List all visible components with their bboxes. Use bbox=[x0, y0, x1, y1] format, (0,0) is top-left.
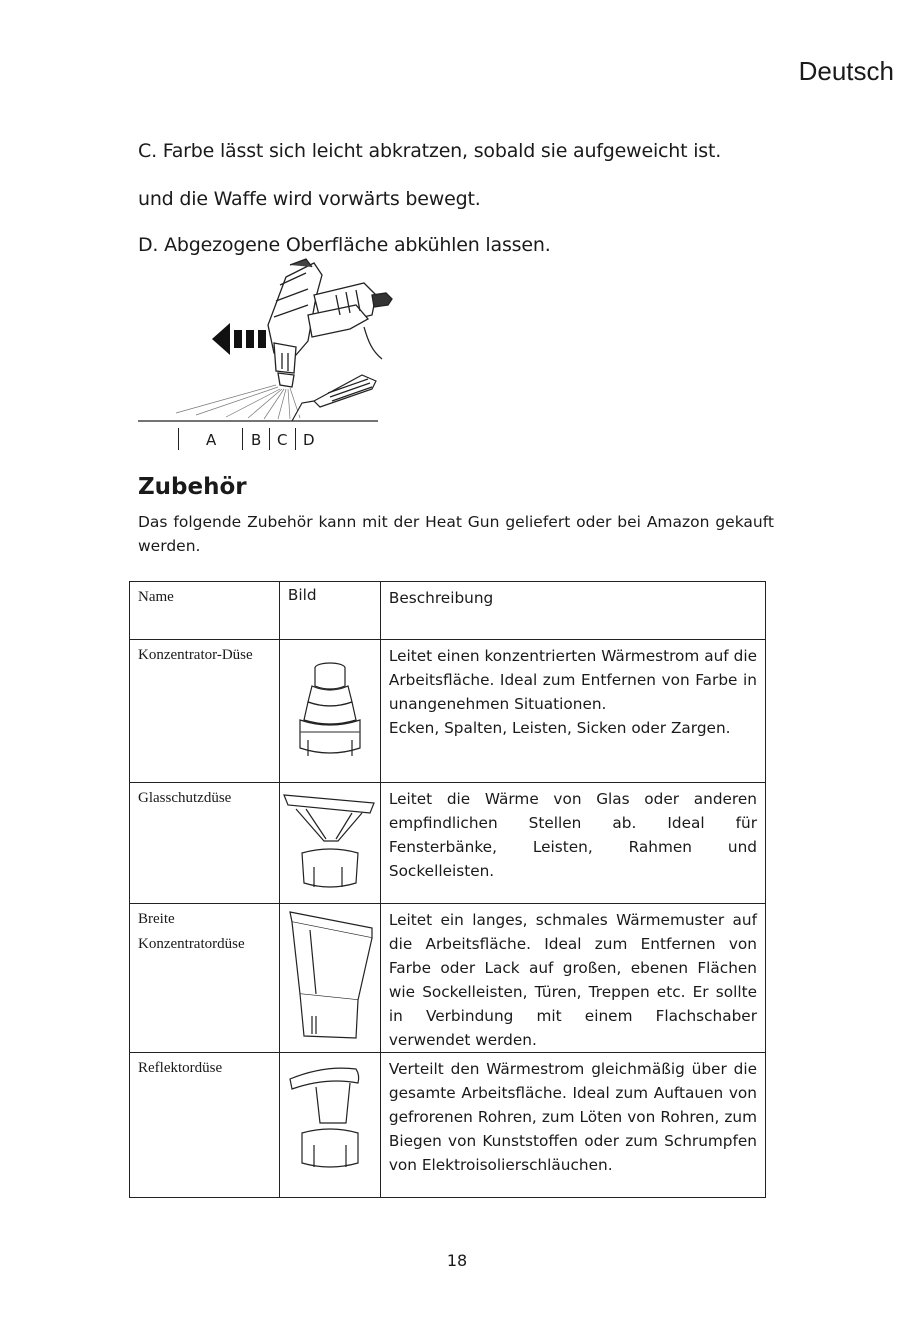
accessory-image-cell bbox=[279, 1053, 380, 1198]
header-image: Bild bbox=[287, 586, 317, 604]
label-c: C bbox=[277, 431, 288, 449]
accessory-image-cell bbox=[279, 783, 380, 904]
label-divider bbox=[269, 428, 270, 450]
accessory-description-extra: Ecken, Spalten, Leisten, Sicken oder Zargen. bbox=[388, 719, 731, 737]
glass-protector-nozzle-icon bbox=[280, 783, 380, 901]
label-divider bbox=[178, 428, 179, 450]
table-row bbox=[130, 640, 766, 783]
left-arrow-icon bbox=[212, 323, 266, 355]
figure-position-labels bbox=[138, 428, 398, 454]
header-name: Name bbox=[130, 582, 280, 640]
intro-paragraph: Das folgende Zubehör kann mit der Heat Gun geliefert oder bei Amazon gekauft werden. bbox=[138, 513, 774, 555]
heat-gun-scraping-illustration bbox=[136, 255, 436, 455]
accessory-name: Konzentrator-Düse bbox=[130, 640, 280, 783]
step-d-text: D. Abgezogene Oberfläche abkühlen lassen. bbox=[138, 234, 551, 256]
reflector-nozzle-icon bbox=[280, 1053, 380, 1193]
header-description: Beschreibung bbox=[380, 582, 765, 640]
heat-stream bbox=[176, 385, 300, 419]
label-b: B bbox=[251, 431, 262, 449]
label-a: A bbox=[206, 431, 217, 449]
header-image-cell bbox=[279, 582, 380, 640]
accessory-name: Breite Konzentratordüse bbox=[130, 904, 280, 1053]
accessory-description-cell bbox=[380, 640, 765, 783]
accessories-table bbox=[129, 581, 766, 1198]
label-divider bbox=[295, 428, 296, 450]
accessory-image-cell bbox=[279, 640, 380, 783]
concentrator-nozzle-icon bbox=[280, 640, 380, 780]
accessory-name: Reflektordüse bbox=[130, 1053, 280, 1198]
gun-moves-text: und die Waffe wird vorwärts bewegt. bbox=[138, 188, 481, 210]
accessory-image-cell bbox=[279, 904, 380, 1053]
scraper-icon bbox=[292, 375, 376, 421]
accessory-name: Glasschutzdüse bbox=[130, 783, 280, 904]
label-d: D bbox=[303, 431, 315, 449]
accessory-description: Leitet ein langes, schmales Wärmemuster auf die Arbeitsfläche. Ideal zum Entfernen von Farbe oder Lack auf großen, ebenen Flächen wie Sockelleisten, Türen, Treppen etc. Er sollte in Verbindung mit einem Flachschaber verwendet werden. bbox=[380, 904, 765, 1053]
accessory-description: Leitet die Wärme von Glas oder anderen empfindlichen Stellen ab. Ideal für Fensterbänke, Leisten, Rahmen und Sockelleisten. bbox=[380, 783, 765, 904]
heat-gun-icon bbox=[268, 259, 392, 387]
language-label: Deutsch bbox=[798, 56, 894, 86]
section-title: Zubehör bbox=[138, 474, 247, 500]
wide-concentrator-nozzle-icon bbox=[280, 904, 380, 1044]
page-number: 18 bbox=[446, 1251, 468, 1270]
accessory-description: Leitet einen konzentrierten Wärmestrom auf die Arbeitsfläche. Ideal zum Entfernen von Farbe in unangenehmen Situationen. bbox=[388, 647, 757, 713]
label-divider bbox=[242, 428, 243, 450]
table-row bbox=[130, 1053, 766, 1198]
table-row bbox=[130, 783, 766, 904]
table-row bbox=[130, 904, 766, 1053]
table-header-row bbox=[130, 582, 766, 640]
accessory-description: Verteilt den Wärmestrom gleichmäßig über die gesamte Arbeitsfläche. Ideal zum Auftauen von gefrorenen Rohren, zum Löten von Rohren, zum Biegen von Kunststoffen oder zum Schrumpfen von Elektroisolierschläuchen. bbox=[380, 1053, 765, 1198]
step-c-text: C. Farbe lässt sich leicht abkratzen, sobald sie aufgeweicht ist. bbox=[138, 140, 722, 162]
